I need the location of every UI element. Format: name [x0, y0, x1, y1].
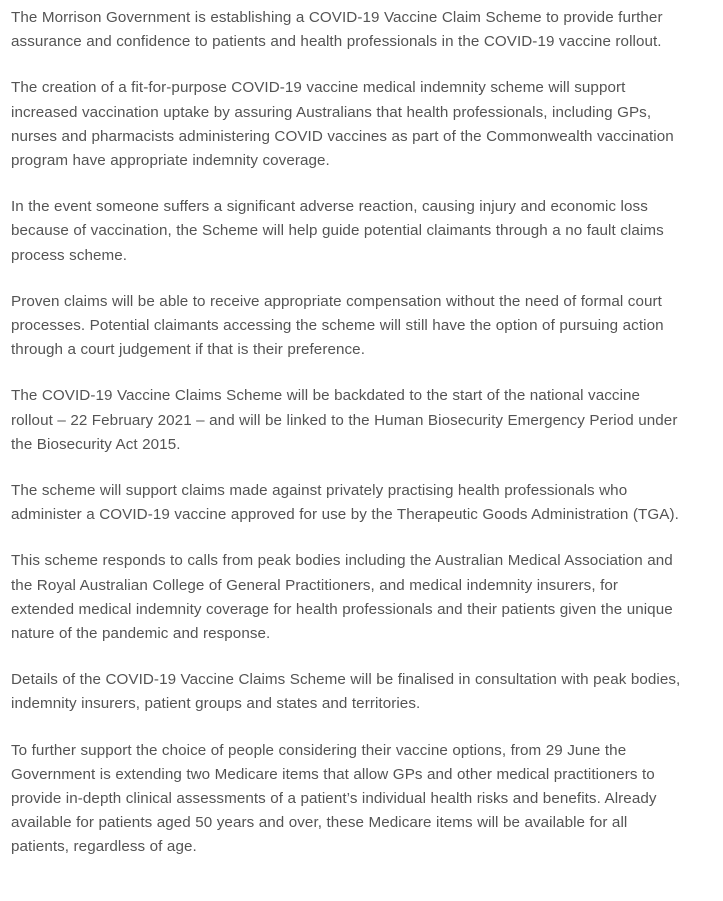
paragraph-3: In the event someone suffers a significant adverse reaction, causing injury and economic loss because of vaccination, the Scheme will help guide potential claimants through a no fault claims process scheme. [11, 198, 664, 264]
paragraph-6: The scheme will support claims made against privately practising health professionals who administer a COVID-19 vaccine approved for use by the Therapeutic Goods Administration (TGA). [11, 482, 679, 524]
paragraph-2: The creation of a fit-for-purpose COVID-19 vaccine medical indemnity scheme will support increased vaccination uptake by assuring Australians that health professionals, including GPs, nurses and pharmacists administering COVID vaccines as part of the Commonwealth vaccination program have appropriate indemnity coverage. [11, 79, 674, 170]
paragraph-1: The Morrison Government is establishing a COVID-19 Vaccine Claim Scheme to provide further assurance and confidence to patients and health professionals in the COVID-19 vaccine rollout. [11, 9, 663, 51]
paragraph-9: To further support the choice of people considering their vaccine options, from 29 June the Government is extending two Medicare items that allow GPs and other medical practitioners to provide in-depth clinical assessments of a patient’s individual health risks and benefits. Already available for patients aged 50 years and over, these Medicare items will be available for all patients, regardless of age. [11, 741, 657, 856]
paragraph-7: This scheme responds to calls from peak bodies including the Australian Medical Association and the Royal Australian College of General Practitioners, and medical indemnity insurers, for extended medical indemnity coverage for health professionals and their patients given the unique nature of the pandemic and response. [11, 552, 673, 643]
paragraph-8: Details of the COVID-19 Vaccine Claims Scheme will be finalised in consultation with peak bodies, indemnity insurers, patient groups and states and territories. [11, 671, 681, 713]
paragraph-4: Proven claims will be able to receive appropriate compensation without the need of formal court processes. Potential claimants accessing the scheme will still have the option of pursuing action through a court judgement if that is their preference. [11, 292, 664, 359]
paragraph-5: The COVID-19 Vaccine Claims Scheme will be backdated to the start of the national vaccine rollout – 22 February 2021 – and will be linked to the Human Biosecurity Emergency Period under the Biosecurity Act 2015. [11, 387, 678, 453]
